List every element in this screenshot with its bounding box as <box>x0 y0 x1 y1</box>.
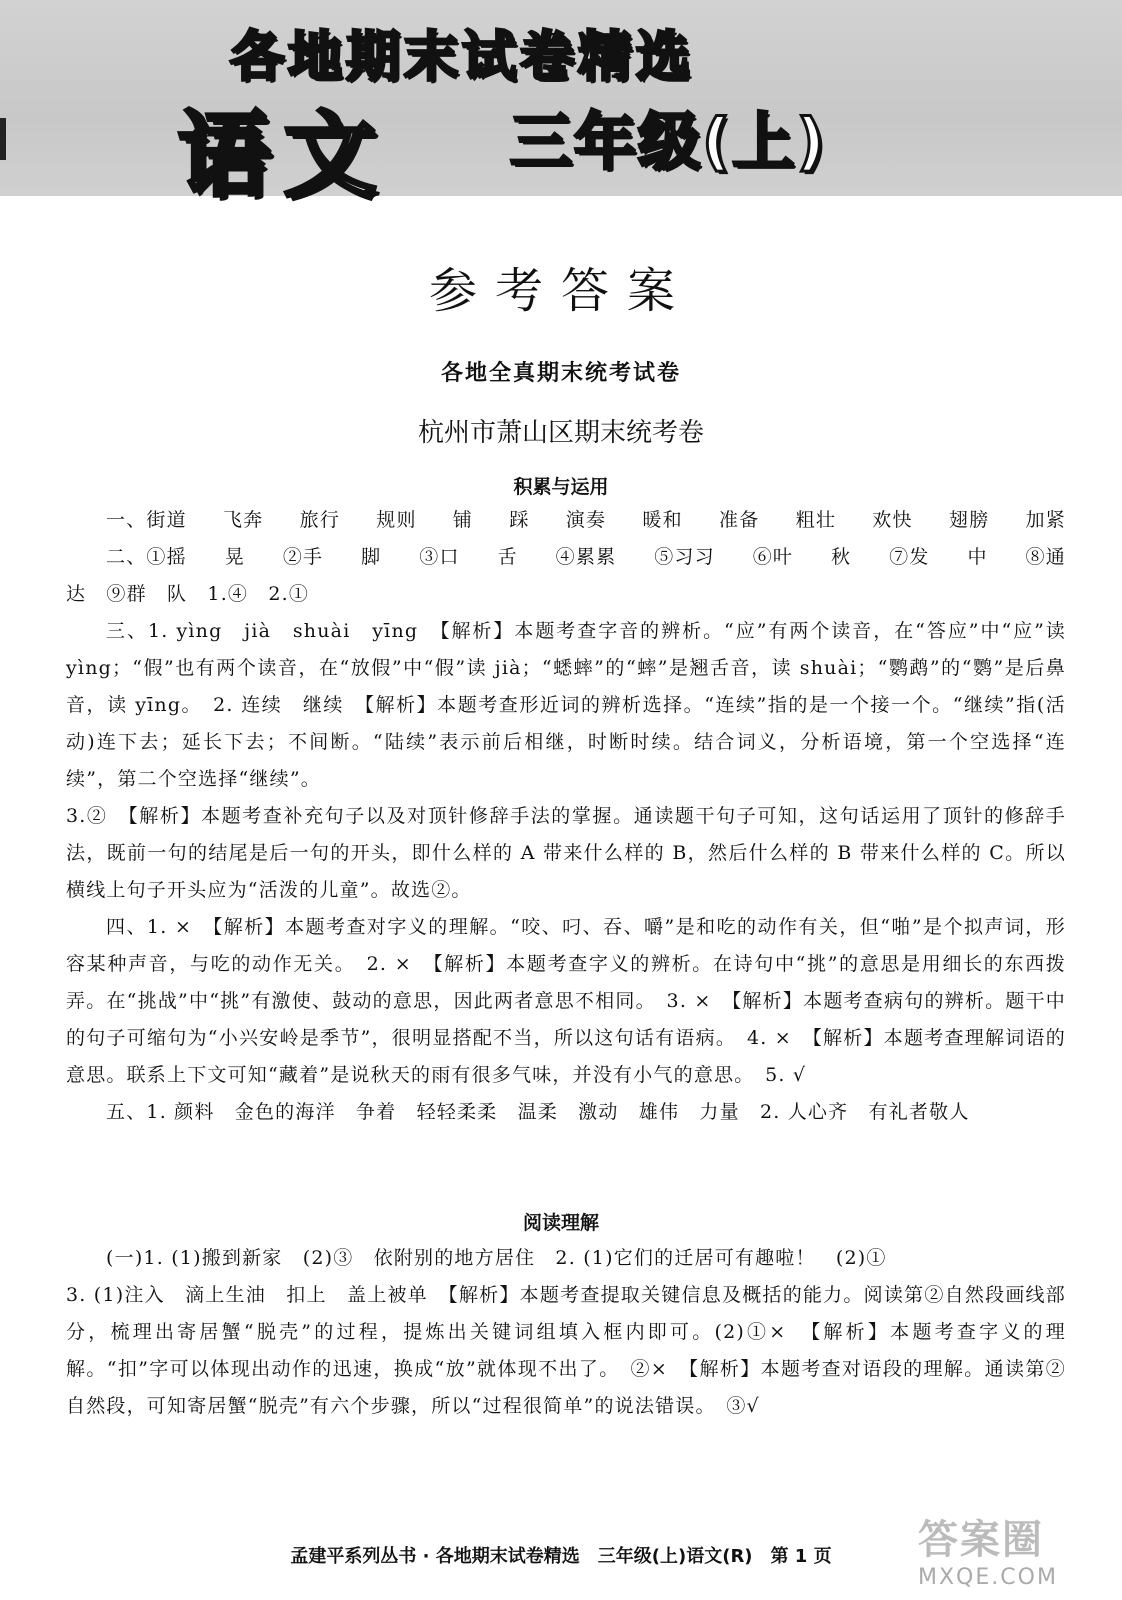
q2-item: 秋 <box>831 546 852 568</box>
q1-word: 铺 <box>452 509 474 531</box>
q5-answer: 五、1. 颜料 金色的海洋 争着 轻轻柔柔 温柔 激动 雄伟 力量 2. 人心齐 有礼者敬人 <box>106 1101 970 1123</box>
q2-item: 脚 <box>361 546 382 568</box>
edge-mark <box>0 118 6 160</box>
grade-title: 三年级(上) <box>510 105 827 178</box>
q2-item: 中 <box>967 546 988 568</box>
q1-word: 暖和 <box>642 509 683 531</box>
q1-word: 飞奔 <box>223 509 264 531</box>
answers-reading <box>66 1240 1066 1425</box>
q1-word: 粗壮 <box>795 509 837 531</box>
q2-item: ③口 <box>419 546 460 568</box>
q1-word: 准备 <box>719 509 760 531</box>
q1-word: 一、街道 <box>106 509 187 531</box>
q1-word: 加紧 <box>1025 509 1066 531</box>
part-title-reading: 阅读理解 <box>522 1212 599 1234</box>
exam-title: 杭州市萧山区期末统考卷 <box>417 418 704 448</box>
q3-answer-part3: 3.② 【解析】本题考查补充句子以及对顶针修辞手法的掌握。通读题干句子可知，这句话运用了顶针的修辞手法，既前一句的结尾是后一句的开头，即什么样的 A 带来什么样的 B，然后什么样的 B 带来什么样的 C。所以横线上句子开头应为“活泼的儿童”。故选②。 <box>66 805 1066 901</box>
q1-word: 规则 <box>376 509 417 531</box>
q2-item: ⑥叶 <box>752 546 794 568</box>
watermark-url: MXQE.COM <box>918 1565 1058 1590</box>
q2-item: 晃 <box>224 546 245 568</box>
q2-item: 舌 <box>497 546 518 568</box>
q1-word: 翅膀 <box>948 509 990 531</box>
q2-item: ⑧通 <box>1025 546 1066 568</box>
q3-answer: 三、1. yìng jià shuài yīng 【解析】本题考查字音的辨析。“应”有两个读音，在“答应”中“应”读 yìng；“假”也有两个读音，在“放假”中“假”读 jià；“蟋蟀”的“蟀”是翘舌音，读 shuài；“鹦鹉”的“鹦”是后鼻音，读 yīng。 2. 连续 继续 【解析】本题考查形近词的辨析选择。“连续”指的是一个接一个。“继续”指(活动)连下去；延长下去；不间断。“陆续”表示前后相继，时断时续。结合词义，分析语境，第一个空选择“连续”，第二个空选择“继续”。 <box>66 620 1066 790</box>
part-title-accumulation: 积累与运用 <box>513 476 609 498</box>
q2-answer-row <box>66 539 1066 576</box>
q2-item: ⑦发 <box>889 546 930 568</box>
q1-word: 欢快 <box>872 509 913 531</box>
series-title: 各地期末试卷精选 <box>230 25 694 88</box>
q1-word: 演奏 <box>565 509 607 531</box>
reading-q1-answer: (一)1. (1)搬到新家 (2)③ 依附别的地方居住 2. (1)它们的迁居可有趣啦！ (2)① <box>106 1247 887 1269</box>
answers-part1 <box>66 502 1066 1131</box>
reading-q3-answer: 3. (1)注入 滴上生油 扣上 盖上被单 【解析】本题考查提取关键信息及概括的能力。阅读第②自然段画线部分，梳理出寄居蟹“脱壳”的过程，提炼出关键词组填入框内即可。(2)①× 【解析】本题考查字义的理解。“扣”字可以体现出动作的迅速，换成“放”就体现不出了。 ②× 【解析】本题考查对语段的理解。通读第②自然段，可知寄居蟹“脱壳”有六个步骤，所以“过程很简单”的说法错误。 ③√ <box>66 1284 1066 1417</box>
q2-item: ⑤习习 <box>654 546 715 568</box>
q2-item: ④累累 <box>555 546 617 568</box>
header-banner <box>0 0 1122 209</box>
subject-title: 语文 <box>178 102 391 209</box>
q2-item: ②手 <box>282 546 324 568</box>
page-title: 参考答案 <box>428 263 693 319</box>
section-title: 各地全真期末统考试卷 <box>440 361 681 386</box>
watermark-logo <box>918 1508 1108 1590</box>
q4-answer: 四、1. × 【解析】本题考查对字义的理解。“咬、叼、吞、嚼”是和吃的动作有关，但“啪”是个拟声词，形容某种声音，与吃的动作无关。 2. × 【解析】本题考查字义的辨析。在诗句中“挑”的意思是用细长的东西拨弄。在“挑战”中“挑”有激使、鼓动的意思，因此两者意思不相同。 3. × 【解析】本题考查病句的辨析。题干中的句子可缩句为“小兴安岭是季节”，很明显搭配不当，所以这句话有语病。 4. × 【解析】本题考查理解词语的意思。联系上下文可知“藏着”是说秋天的雨有很多气味，并没有小气的意思。 5. √ <box>66 916 1066 1086</box>
q2-item: 二、①摇 <box>106 546 187 568</box>
watermark-text: 答案圈 <box>918 1517 1044 1563</box>
page-footer: 孟建平系列丛书 · 各地期末试卷精选 三年级(上)语文(R) 第 1 页 <box>290 1546 832 1567</box>
q1-word: 踩 <box>509 509 530 531</box>
q1-answer-row <box>66 502 1066 539</box>
q2-answer-cont: 达 ⑨群 队 1.④ 2.① <box>66 583 310 605</box>
q1-word: 旅行 <box>299 509 341 531</box>
